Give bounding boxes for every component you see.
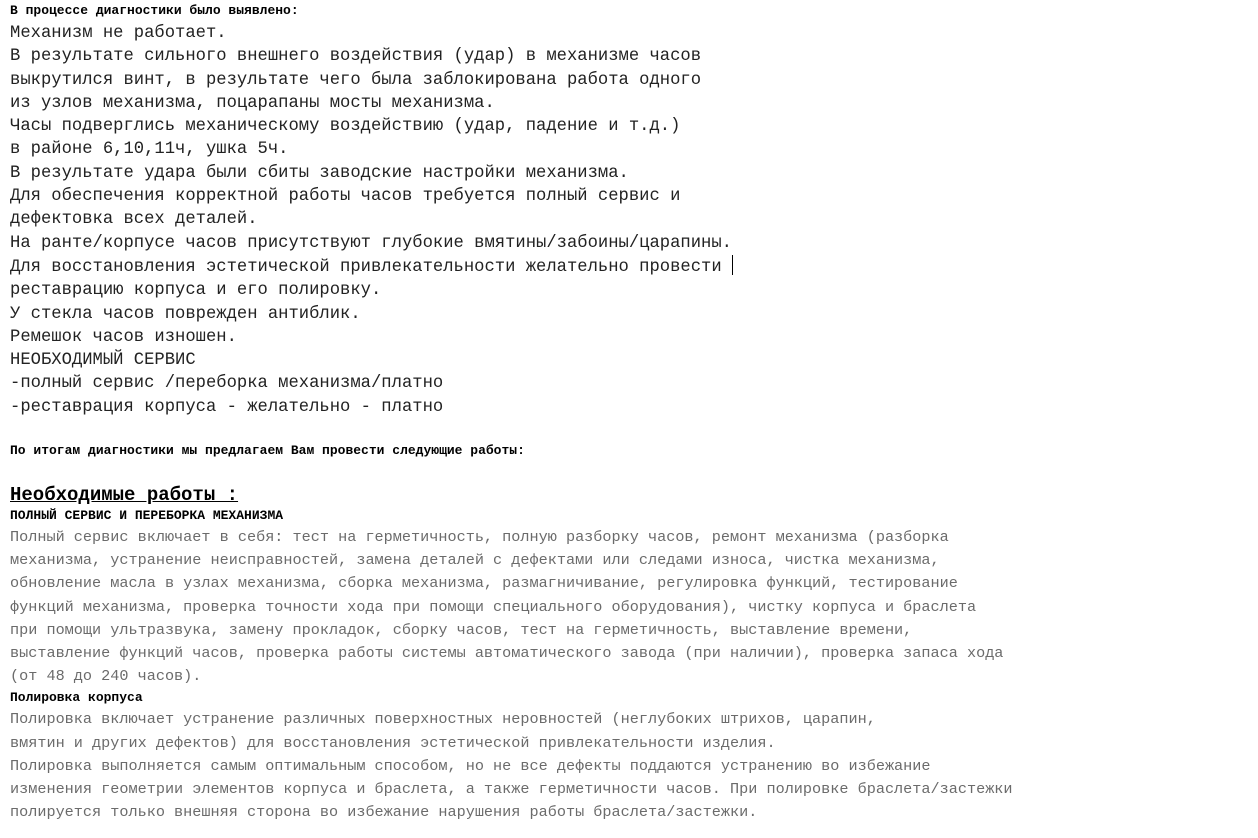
document-body <box>10 2 1250 824</box>
section-line: при помощи ультразвука, замену прокладок, сборку часов, тест на герметичность, выставление времени, <box>10 620 913 639</box>
diagnostics-line: выкрутился винт, в результате чего была заблокирована работа одного <box>10 70 702 90</box>
diagnostics-heading: В процессе диагностики было выявлено: <box>10 3 299 18</box>
section-line: изменения геометрии элементов корпуса и браслета, а также герметичности часов. При полировке браслета/застежки <box>10 780 1013 799</box>
work-section-case-polishing <box>10 688 1250 824</box>
work-section-full-service <box>10 506 1250 688</box>
diagnostics-line: реставрацию корпуса и его полировку. <box>10 281 382 301</box>
section-title: ПОЛНЫЙ СЕРВИС И ПЕРЕБОРКА МЕХАНИЗМА <box>10 508 284 524</box>
section-line: механизма, устранение неисправностей, замена деталей с дефектами или следами износа, чистка механизма, <box>10 551 940 570</box>
diagnostics-line: На ранте/корпусе часов присутствуют глубокие вмятины/забоины/царапины. <box>10 233 732 253</box>
diagnostics-line: Механизм не работает. <box>10 24 227 43</box>
section-description <box>10 526 1250 688</box>
text-cursor <box>732 255 733 275</box>
section-line: Полировка выполняется самым оптимальным способом, но не все дефекты поддаются устранению во избежание <box>10 756 931 775</box>
section-line: выставление функций часов, проверка работы системы автоматического завода (при наличии), проверка запаса хода <box>10 644 1004 663</box>
diagnostics-line: Для обеспечения корректной работы часов требуется полный сервис и <box>10 187 681 207</box>
diagnostics-line-with-cursor <box>10 255 1250 279</box>
diagnostics-line-text: Для восстановления эстетической привлекательности желательно провести <box>10 257 722 277</box>
section-line: обновление масла в узлах механизма, сборка механизма, размагничивание, регулировка функций, тестирование <box>10 574 958 593</box>
diagnostics-line: В результате сильного внешнего воздействия (удар) в механизме часов <box>10 47 702 67</box>
section-line: (от 48 до 240 часов). <box>10 667 202 686</box>
diagnostics-line: В результате удара были сбиты заводские настройки механизма. <box>10 163 629 183</box>
diagnostics-line: Часы подверглись механическому воздействию (удар, падение и т.д.) <box>10 117 681 137</box>
section-line: функций механизма, проверка точности хода при помощи специального оборудования), чистку корпуса и браслета <box>10 597 977 616</box>
diagnostics-line: У стекла часов поврежден антиблик. <box>10 304 361 324</box>
section-line: Полный сервис включает в себя: тест на герметичность, полную разборку часов, ремонт механизма (разборка <box>10 528 949 547</box>
section-title: Полировка корпуса <box>10 690 143 706</box>
diagnostics-line: дефектовка всех деталей. <box>10 210 258 230</box>
diagnostics-line: -полный сервис /переборка механизма/платно <box>10 374 444 394</box>
section-line: полируется только внешняя сторона во избежание нарушения работы браслета/застежки. <box>10 803 758 822</box>
diagnostics-line: НЕОБХОДИМЫЙ СЕРВИС <box>10 351 196 371</box>
proposal-heading: По итогам диагностики мы предлагаем Вам провести следующие работы: <box>10 443 525 459</box>
diagnostics-line: в районе 6,10,11ч, ушка 5ч. <box>10 140 289 160</box>
section-line: вмятин и других дефектов) для восстановления эстетической привлекательности изделия. <box>10 733 776 752</box>
section-line: Полировка включает устранение различных поверхностных неровностей (неглубоких штрихов, царапин, <box>10 710 876 729</box>
section-description <box>10 708 1250 824</box>
diagnostics-line: -реставрация корпуса - желательно - платно <box>10 397 444 417</box>
diagnostics-line: Ремешок часов изношен. <box>10 327 237 347</box>
diagnostics-findings <box>10 22 1250 419</box>
works-title: Необходимые работы : <box>10 484 239 507</box>
diagnostics-line: из узлов механизма, поцарапаны мосты механизма. <box>10 93 495 113</box>
